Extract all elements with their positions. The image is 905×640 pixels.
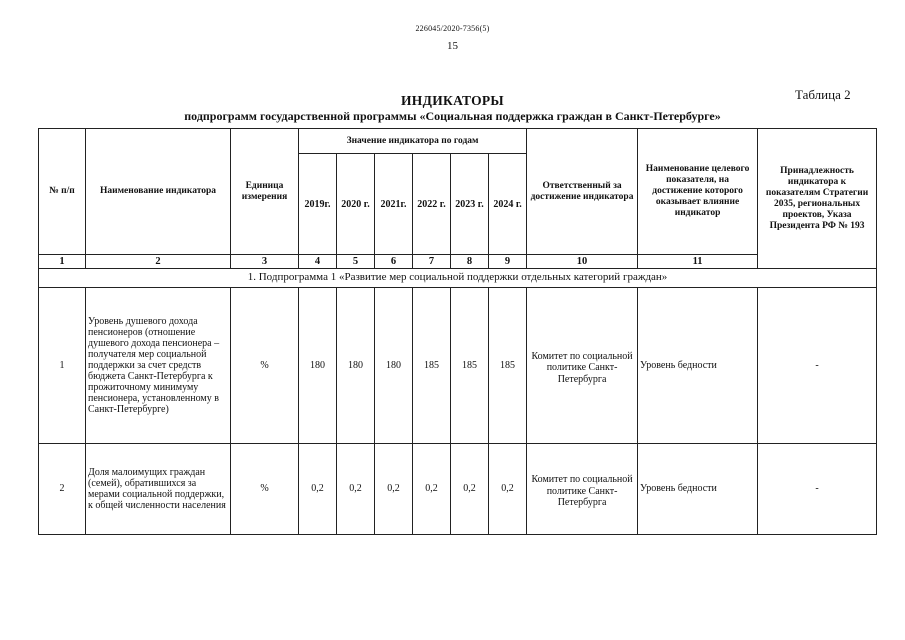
header-name: Наименование индикатора (86, 129, 231, 255)
document-id: 226045/2020-7356(5) (415, 24, 490, 33)
table-row (39, 288, 877, 444)
column-number: 10 (527, 255, 638, 269)
header-year: 2022 г. (413, 154, 451, 255)
target-cell: Уровень бедности (638, 288, 758, 444)
value-cell: 180 (375, 288, 413, 444)
header-belonging: Принадлежность индикатора к показателям Стратегии 2035, региональных проектов, Указа Президента РФ № 193 (758, 129, 877, 269)
indicator-name: Доля малоимущих граждан (семей), обратившихся за мерами социальной поддержки, к общей численности населения (86, 444, 231, 535)
value-cell: 0,2 (337, 444, 375, 535)
value-cell: 185 (489, 288, 527, 444)
page-number: 15 (447, 40, 458, 52)
table-label: Таблица 2 (795, 87, 851, 102)
value-cell: 0,2 (451, 444, 489, 535)
row-number: 1 (39, 288, 86, 444)
value-cell: 0,2 (375, 444, 413, 535)
header-year: 2024 г. (489, 154, 527, 255)
document-title: ИНДИКАТОРЫ (401, 93, 504, 108)
header-responsible: Ответственный за достижение индикатора (527, 129, 638, 255)
column-number: 5 (337, 255, 375, 269)
header-unit: Единица измерения (231, 129, 299, 255)
column-number: 7 (413, 255, 451, 269)
responsible-cell: Комитет по социальной политике Санкт-Петербурга (527, 288, 638, 444)
header-year: 2023 г. (451, 154, 489, 255)
indicator-unit: % (231, 288, 299, 444)
value-cell: 0,2 (489, 444, 527, 535)
column-number: 4 (299, 255, 337, 269)
row-number: 2 (39, 444, 86, 535)
value-cell: 180 (299, 288, 337, 444)
column-number: 2 (86, 255, 231, 269)
value-cell: 185 (413, 288, 451, 444)
belonging-cell: - (758, 444, 877, 535)
column-number: 6 (375, 255, 413, 269)
header-target: Наименование целевого показателя, на достижение которого оказывает влияние индикатор (638, 129, 758, 255)
responsible-cell: Комитет по социальной политике Санкт-Петербурга (527, 444, 638, 535)
header-year: 2019г. (299, 154, 337, 255)
header-values-group: Значение индикатора по годам (299, 129, 527, 154)
belonging-cell: - (758, 288, 877, 444)
indicator-name: Уровень душевого дохода пенсионеров (отношение душевого дохода пенсионера – получателя мер социальной поддержки за счет средств бюджета Санкт-Петербурга к прожиточному минимуму пенсионера, установленному в Санкт-Петербурге) (86, 288, 231, 444)
column-number: 9 (489, 255, 527, 269)
column-number: 8 (451, 255, 489, 269)
column-number: 1 (39, 255, 86, 269)
table-row (39, 444, 877, 535)
section-title: 1. Подпрограмма 1 «Развитие мер социальной поддержки отдельных категорий граждан» (39, 269, 877, 288)
value-cell: 180 (337, 288, 375, 444)
value-cell: 0,2 (299, 444, 337, 535)
column-number: 3 (231, 255, 299, 269)
header-num: № п/п (39, 129, 86, 255)
column-number: 11 (638, 255, 758, 269)
value-cell: 185 (451, 288, 489, 444)
document-subtitle: подпрограмм государственной программы «Социальная поддержка граждан в Санкт-Петербурге» (184, 109, 721, 123)
value-cell: 0,2 (413, 444, 451, 535)
header-year: 2020 г. (337, 154, 375, 255)
indicators-table (38, 128, 877, 535)
header-year: 2021г. (375, 154, 413, 255)
indicator-unit: % (231, 444, 299, 535)
target-cell: Уровень бедности (638, 444, 758, 535)
